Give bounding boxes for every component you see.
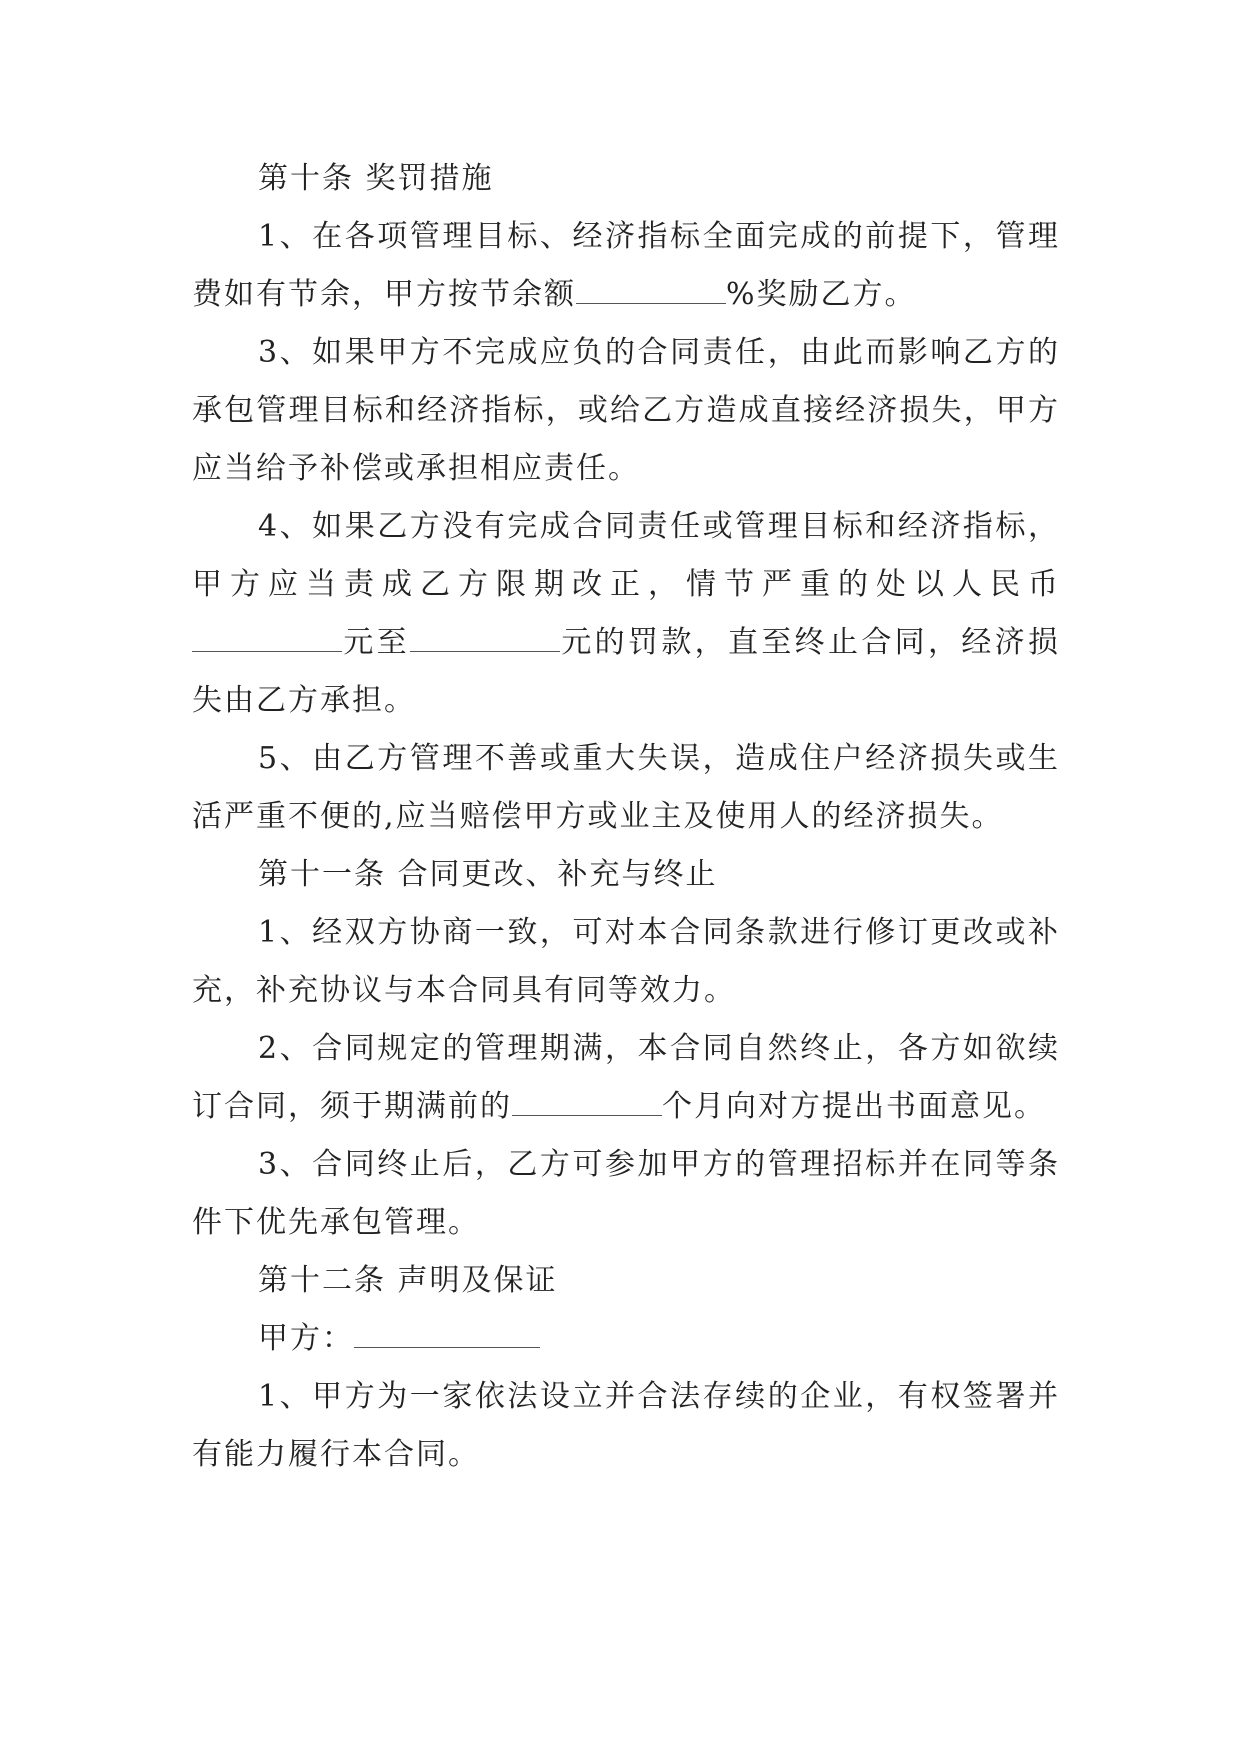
- section-10-item-5: 5、由乙方管理不善或重大失误，造成住户经济损失或生活严重不便的,应当赔偿甲方或业主及使用人的经济损失。: [192, 741, 1060, 834]
- party-a-line: 甲方：: [192, 1310, 1060, 1368]
- section-11-item-1: 1、经双方协商一致，可对本合同条款进行修订更改或补充，补充协议与本合同具有同等效力。: [192, 915, 1060, 1008]
- fill-blank-fine-max: [410, 625, 560, 652]
- fill-blank-party-a: [354, 1321, 540, 1348]
- section-10-heading: 第十条 奖罚措施: [258, 161, 494, 196]
- section-10-item-4: 4、如果乙方没有完成合同责任或管理目标和经济指标，甲方应当责成乙方限期改正，情节严重的处以人民币元至 元的罚款，直至终止合同，经济损失由乙方承担。: [192, 509, 1060, 718]
- section-12-heading: 第十二条 声明及保证: [258, 1263, 558, 1298]
- fill-blank-percentage: [576, 277, 726, 304]
- section-11-item-3: 3、合同终止后，乙方可参加甲方的管理招标并在同等条件下优先承包管理。: [192, 1147, 1060, 1240]
- section-11-heading: 第十一条 合同更改、补充与终止: [258, 857, 718, 892]
- section-10-item-3: 3、如果甲方不完成应负的合同责任，由此而影响乙方的承包管理目标和经济指标，或给乙方造成直接经济损失，甲方应当给予补偿或承担相应责任。: [192, 335, 1060, 486]
- document-page: [192, 150, 1060, 1484]
- fill-blank-fine-min: [192, 625, 342, 652]
- section-10-item-1: 1、在各项管理目标、经济指标全面完成的前提下，管理费如有节余，甲方按节余额 %奖励乙方。: [192, 219, 1060, 312]
- fill-blank-months: [512, 1089, 662, 1116]
- section-12-item-1: 1、甲方为一家依法设立并合法存续的企业，有权签署并有能力履行本合同。: [192, 1379, 1060, 1472]
- section-11-item-2: 2、合同规定的管理期满，本合同自然终止，各方如欲续订合同，须于期满前的 个月向对方提出书面意见。: [192, 1031, 1060, 1124]
